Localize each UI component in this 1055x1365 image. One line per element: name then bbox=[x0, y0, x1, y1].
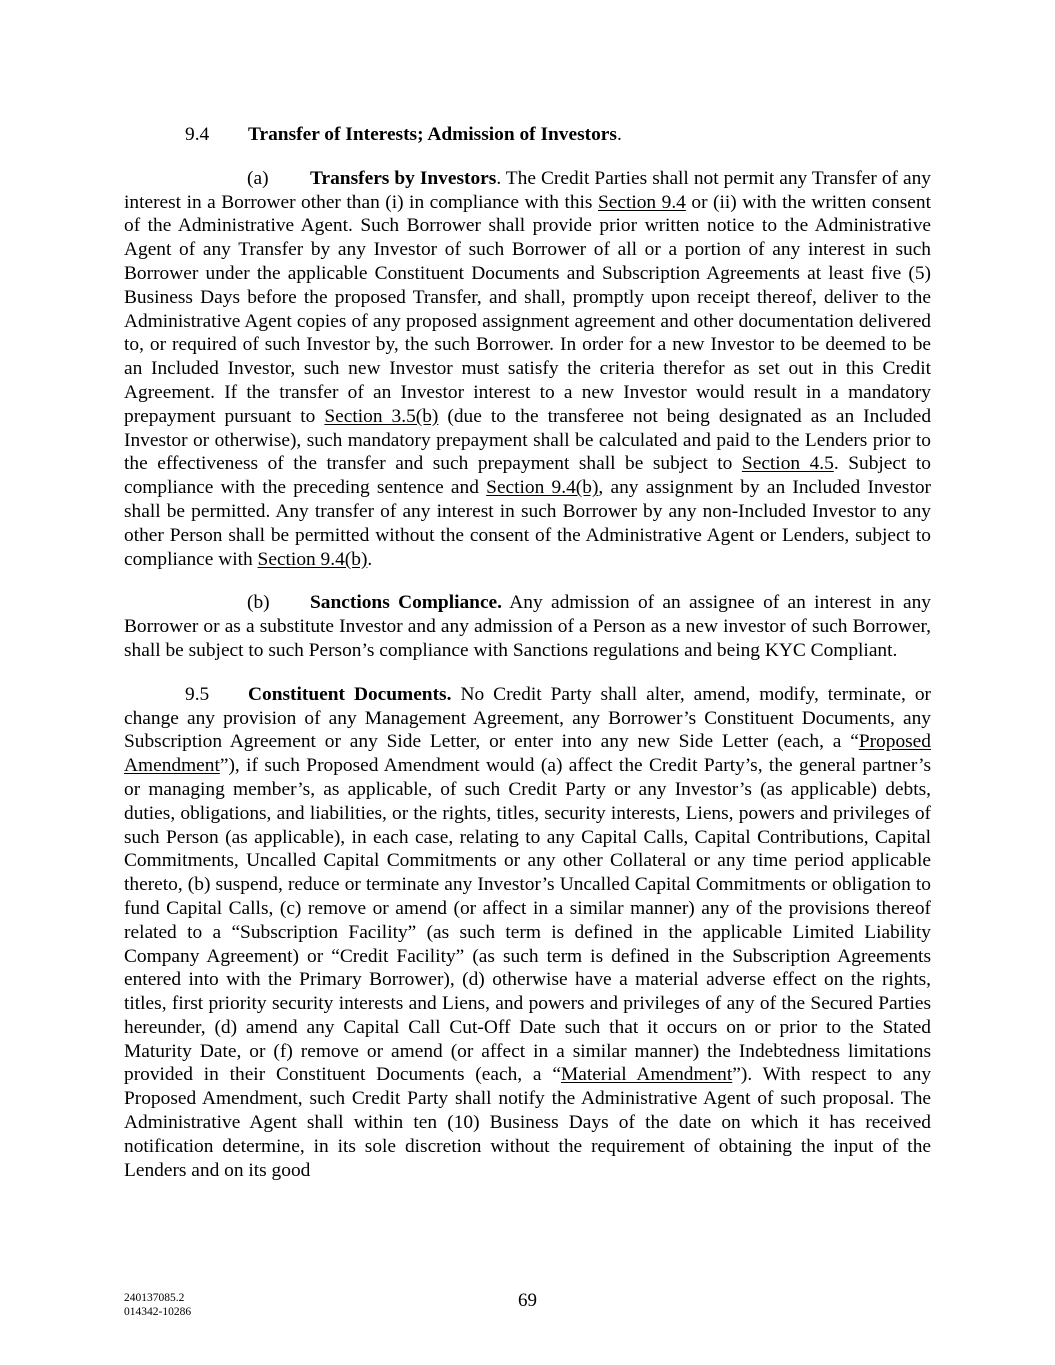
clause-text: (due to the transferee not being designated as an Included Investor or otherwise), such mandatory prepayment shall be calculated and paid to the Lenders prior to the effectiveness of the transfer and such prepayment shall be subject to bbox=[124, 405, 932, 475]
clause-text: or (ii) with the written consent of the Administrative Agent. Such Borrower shall provide prior written notice to the Administrative Agent of any Transfer by any Investor of such Borrower of all or a portion of any interest in such Borrower under the applicable Constituent Documents and Subscription Agreements at least five (5) Business Days before the proposed Transfer, and shall, promptly upon receipt thereof, deliver to the Administrative Agent copies of any proposed assignment agreement and other documentation delivered to, or required of such Investor by, the such Borrower. In order for a new Investor to be deemed to be an Included Investor, such new Investor must satisfy the criteria therefor as set out in this Credit Agreement. If the transfer of an Investor interest to a new Investor would result in a mandatory prepayment pursuant to bbox=[124, 191, 931, 427]
cross-reference: Section 3.5(b) bbox=[324, 405, 439, 427]
cross-reference: Section 9.4(b) bbox=[486, 477, 599, 499]
document-id-line-2: 014342-10286 bbox=[124, 1306, 192, 1318]
defined-term: Material Amendment bbox=[560, 1064, 733, 1086]
defined-term: Proposed Amendment bbox=[124, 731, 931, 777]
cross-reference: Section 4.5 bbox=[741, 453, 834, 475]
paragraph-9-4-b bbox=[124, 591, 931, 662]
section-title-period: . bbox=[616, 124, 622, 145]
clause-title: Transfers by Investors bbox=[310, 167, 497, 189]
clause-title: Sanctions Compliance. bbox=[310, 592, 503, 614]
section-9-4-heading bbox=[124, 123, 931, 147]
section-title: Constituent Documents. bbox=[248, 683, 452, 705]
section-9-5 bbox=[124, 683, 931, 1183]
clause-label: (b) bbox=[247, 592, 270, 614]
section-text: ”), if such Proposed Amendment would (a) affect the Credit Party’s, the general partner’s or managing member’s, as applicable, of such Credit Party or any Investor’s (as applicable) debts, duties, obligations, and liabilities, or the rights, titles, security interests, Liens, powers and privileges of such Person (as applicable), in each case, relating to any Capital Calls, Capital Contributions, Capital Commitments, Uncalled Capital Commitments or any other Collateral or any time period applicable thereto, (b) suspend, reduce or terminate any Investor’s Uncalled Capital Commitments or obligation to fund Capital Calls, (c) remove or amend (or affect in a similar manner) any of the provisions thereof related to a “Subscription Facility” (as such term is defined in the applicable Limited Liability Company Agreement) or “Credit Facility” (as such term is defined in the Subscription Agreements entered into with the Primary Borrower), (d) otherwise have a material adverse effect on the rights, titles, first priority security interests and Liens, and powers and privileges of any of the Secured Parties hereunder, (d) amend any Capital Call Cut-Off Date such that it occurs on or prior to the Stated Maturity Date, or (f) remove or amend (or affect in a similar manner) the Indebtedness limitations provided in their Constituent Documents (each, a “ bbox=[124, 755, 931, 1086]
clause-label: (a) bbox=[247, 167, 269, 189]
section-number: 9.5 bbox=[185, 683, 210, 705]
document-id-line-1: 240137085.2 bbox=[124, 1292, 185, 1304]
section-title: Transfer of Interests; Admission of Investors bbox=[248, 124, 617, 145]
section-text: No Credit Party shall alter, amend, modify, terminate, or change any provision of any Management Agreement, any Borrower’s Constituent Documents, any Subscription Agreement or any Side Letter, or enter into any new Side Letter (each, a “ bbox=[124, 683, 932, 753]
page-number: 69 bbox=[518, 1290, 537, 1311]
clause-text: . Subject to compliance with the preceding sentence and bbox=[124, 453, 932, 499]
page-content bbox=[124, 123, 931, 1202]
clause-text: Any admission of an assignee of an interest in any Borrower or as a substitute Investor and any admission of a Person as a new investor of such Borrower, shall be subject to such Person’s compliance with Sanctions regulations and being KYC Compliant. bbox=[124, 592, 931, 661]
clause-text: , any assignment by an Included Investor shall be permitted. Any transfer of any interest in such Borrower by any non-Included Investor to any other Person shall be permitted without the consent of the Administrative Agent or Lenders, subject to compliance with bbox=[124, 477, 931, 570]
clause-text: . The Credit Parties shall not permit any Transfer of any interest in a Borrower other than (i) in compliance with this bbox=[124, 167, 932, 213]
cross-reference: Section 9.4(b) bbox=[257, 548, 368, 570]
section-text: ”). With respect to any Proposed Amendment, such Credit Party shall notify the Administrative Agent of such proposal. The Administrative Agent shall within ten (10) Business Days of the date on which it has received notification determine, in its sole discretion without the requirement of obtaining the input of the Lenders and on its good bbox=[124, 1064, 932, 1181]
section-number: 9.4 bbox=[185, 124, 210, 145]
cross-reference: Section 9.4 bbox=[597, 191, 686, 213]
clause-text: . bbox=[367, 548, 373, 570]
paragraph-9-4-a bbox=[124, 167, 931, 572]
